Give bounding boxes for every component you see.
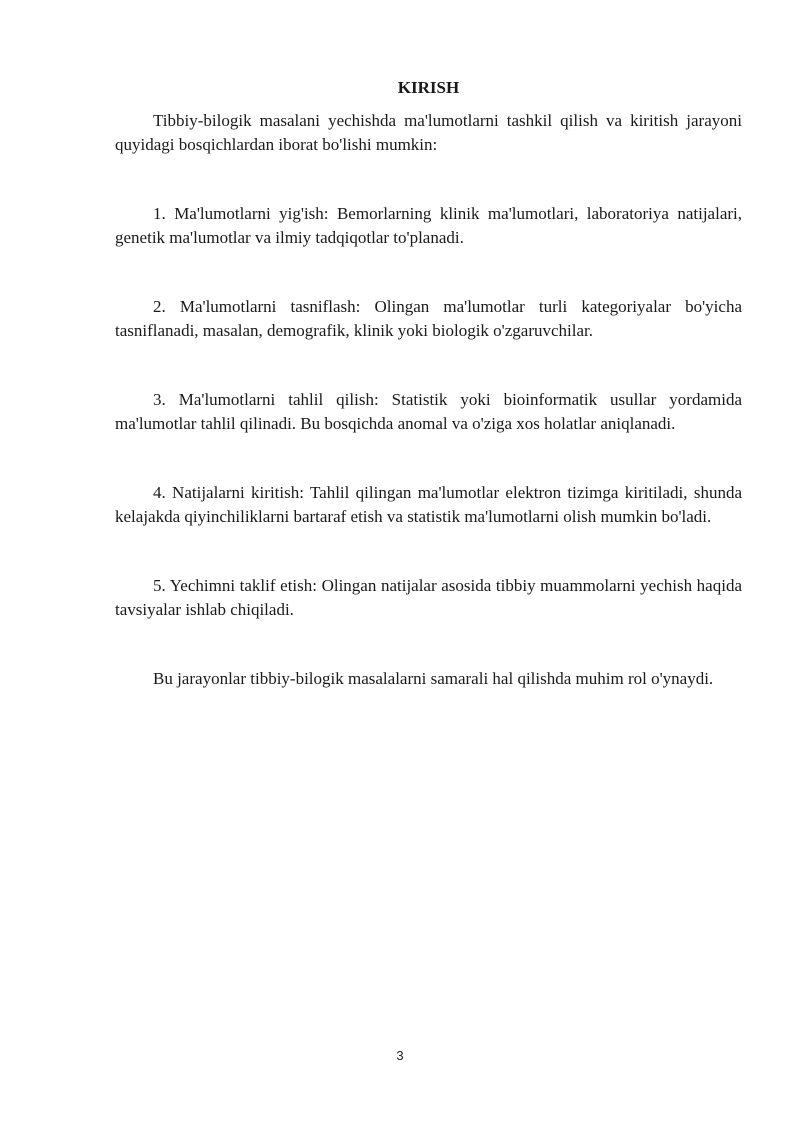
paragraph-gap bbox=[115, 436, 742, 481]
paragraph-gap bbox=[115, 250, 742, 295]
page-number: 3 bbox=[396, 1048, 404, 1063]
step-paragraph-3: 3. Ma'lumotlarni tahlil qilish: Statistik yoki bioinformatik usullar yordamida ma'lumotlar tahlil qilinadi. Bu bosqichda anomal va o'ziga xos holatlar aniqlanadi. bbox=[115, 390, 742, 433]
paragraph-gap bbox=[115, 529, 742, 574]
page-content bbox=[115, 76, 742, 691]
paragraph-gap bbox=[115, 343, 742, 388]
paragraph-gap bbox=[115, 157, 742, 202]
conclusion-paragraph: Bu jarayonlar tibbiy-bilogik masalalarni samarali hal qilishda muhim rol o'ynaydi. bbox=[153, 669, 714, 688]
step-paragraph-1: 1. Ma'lumotlarni yig'ish: Bemorlarning klinik ma'lumotlari, laboratoriya natijalari, genetik ma'lumotlar va ilmiy tadqiqotlar to'planadi. bbox=[115, 204, 742, 247]
step-paragraph-5: 5. Yechimni taklif etish: Olingan natijalar asosida tibbiy muammolarni yechish haqida tavsiyalar ishlab chiqiladi. bbox=[115, 576, 742, 619]
step-paragraph-2: 2. Ma'lumotlarni tasniflash: Olingan ma'lumotlar turli kategoriyalar bo'yicha tasniflanadi, masalan, demografik, klinik yoki biologik o'zgaruvchilar. bbox=[115, 297, 742, 340]
paragraph-gap bbox=[115, 622, 742, 667]
step-paragraph-4: 4. Natijalarni kiritish: Tahlil qilingan ma'lumotlar elektron tizimga kiritiladi, shunda kelajakda qiyinchiliklarni bartaraf etish va statistik ma'lumotlarni olish mumkin bo'ladi. bbox=[115, 483, 742, 526]
intro-paragraph: Tibbiy-bilogik masalani yechishda ma'lumotlarni tashkil qilish va kiritish jarayoni quyidagi bosqichlardan iborat bo'lishi mumkin: bbox=[115, 111, 742, 154]
section-title: KIRISH bbox=[397, 78, 460, 97]
